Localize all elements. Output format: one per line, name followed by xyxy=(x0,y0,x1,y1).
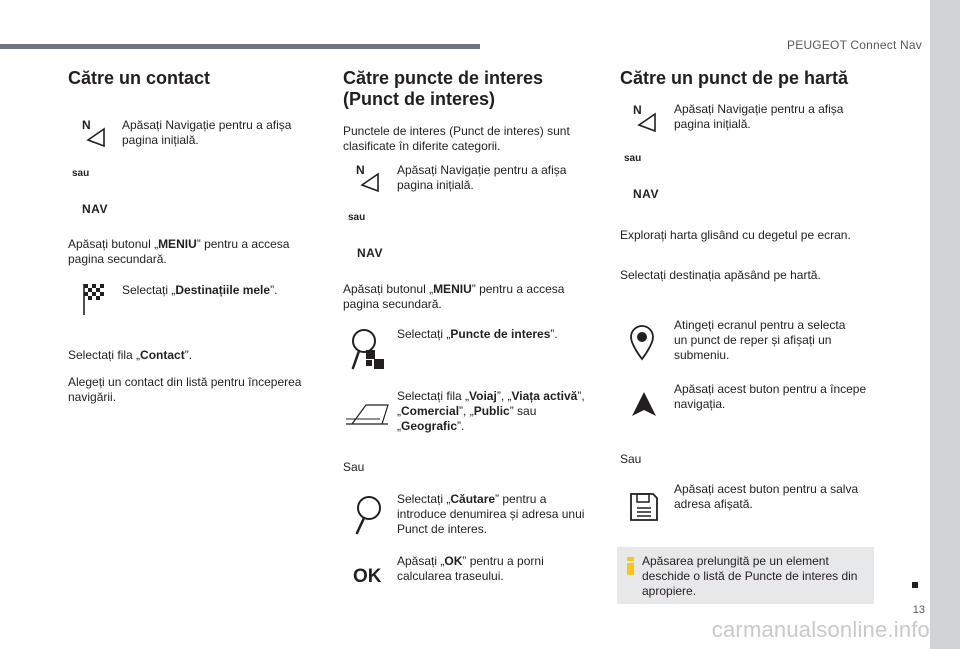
navigation-arrow-icon xyxy=(633,103,659,133)
page-marker xyxy=(912,582,918,588)
nav-letter: N xyxy=(356,163,365,177)
nav-button-label: NAV xyxy=(633,187,659,201)
nav-button-label: NAV xyxy=(357,246,383,260)
step-text: Selectați „Puncte de interes”. xyxy=(397,327,558,341)
navigation-arrow-icon xyxy=(82,118,108,148)
step-text: Selectați destinația apăsând pe hartă. xyxy=(620,268,821,282)
search-icon xyxy=(352,495,384,535)
step-text: Apăsați Navigație pentru a afișa pagina inițială. xyxy=(674,102,844,131)
step-text: Apăsați Navigație pentru a afișa pagina inițială. xyxy=(397,163,567,192)
section-title-poi: Către puncte de interes (Punct de interes) xyxy=(343,68,544,109)
info-icon xyxy=(627,557,634,575)
start-navigation-icon xyxy=(630,390,658,418)
header-rule xyxy=(0,44,480,49)
section-title-map-point: Către un punct de pe hartă xyxy=(620,68,849,88)
or-label: sau xyxy=(72,168,90,179)
or-text: Sau xyxy=(343,460,365,474)
nav-letter: N xyxy=(82,118,91,132)
step-text: Apăsați „OK” pentru a porni calcularea traseului. xyxy=(397,554,544,583)
brand-header: PEUGEOT Connect Nav xyxy=(787,38,922,52)
step-text: Selectați „Destinațiile mele”. xyxy=(122,283,278,297)
step-text: Apăsați Navigație pentru a afișa pagina inițială. xyxy=(122,118,292,147)
step-text: Apăsați butonul „MENIU” pentru a accesa pagina secundară. xyxy=(68,237,290,266)
page-number: 13 xyxy=(912,604,925,616)
step-text: Apăsați acest buton pentru a salva adresa afișată. xyxy=(674,482,859,511)
step-text: Apăsați acest buton pentru a începe navigația. xyxy=(674,382,867,411)
step-text: Atingeți ecranul pentru a selecta un punct de reper și afișați un submeniu. xyxy=(674,318,846,362)
info-note-text: Apăsarea prelungită pe un element deschide o listă de Puncte de interes din apropiere. xyxy=(642,554,858,598)
intro-text: Punctele de interes (Punct de interes) sunt clasificate în diferite categorii. xyxy=(343,124,570,153)
step-text: Explorați harta glisând cu degetul pe ecran. xyxy=(620,228,851,242)
watermark: carmanualsonline.info xyxy=(711,617,930,642)
poi-search-icon xyxy=(350,328,386,370)
nav-button-label: NAV xyxy=(82,202,108,216)
road-category-icon xyxy=(344,402,390,426)
or-label: sau xyxy=(348,212,366,223)
save-icon xyxy=(629,492,659,522)
step-text: Selectați fila „Contact”. xyxy=(68,348,193,362)
step-text: Alegeți un contact din listă pentru începerea navigării. xyxy=(68,375,302,404)
map-pin-icon xyxy=(628,323,656,361)
or-label: sau xyxy=(624,153,642,164)
step-text: Apăsați butonul „MENIU” pentru a accesa pagina secundară. xyxy=(343,282,565,311)
right-margin-band xyxy=(930,0,960,649)
checkered-flag-icon xyxy=(82,282,104,316)
step-text: Selectați „Căutare” pentru a introduce denumirea și adresa unui Punct de interes. xyxy=(397,492,585,536)
navigation-arrow-icon xyxy=(356,163,382,193)
nav-letter: N xyxy=(633,103,642,117)
step-text: Selectați fila „Voiaj”, „Viața activă”, „Comercial”, „Public” sau „Geografic”. xyxy=(397,389,585,433)
section-title-contact: Către un contact xyxy=(68,68,211,88)
or-text: Sau xyxy=(620,452,642,466)
ok-button-label: OK xyxy=(353,566,382,587)
